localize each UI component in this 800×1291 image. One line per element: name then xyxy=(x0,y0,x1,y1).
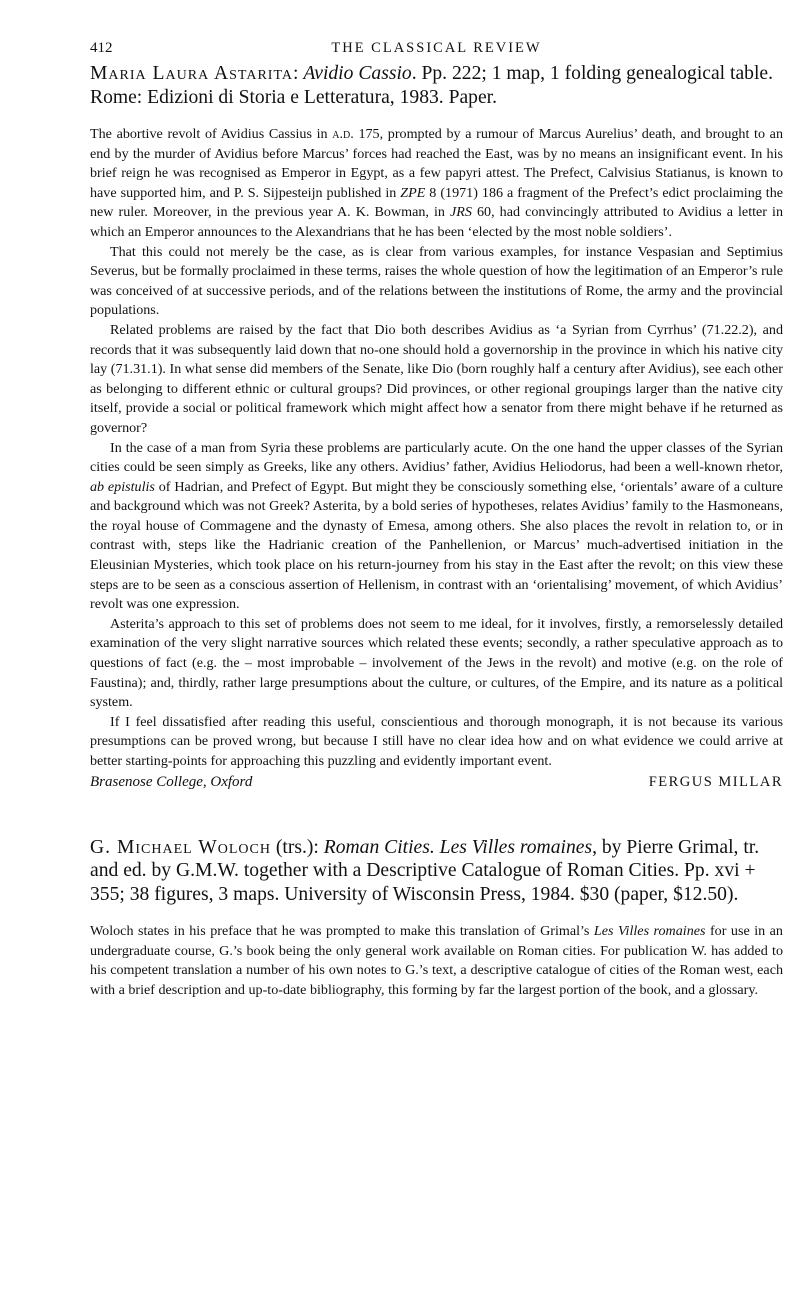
paragraph: If I feel dissatisfied after reading this useful, conscientious and thorough monograph, it is not because its various presumptions can be proved wrong, but because I still have no clear idea how and on what evidence we could arrive at better starting-points for approaching this puzzling and evidently important event. xyxy=(90,713,783,769)
paragraph: Woloch states in his preface that he was prompted to make this translation of Grimal’s Les Villes romaines for use in an undergraduate course, G.’s book being the only general work available on Roman cities. For publication W. has added to his competent translation a number of his own notes to G.’s text, a descriptive catalogue of cities of the Roman west, each with a brief description and up-to-date bibliography, this forming by far the largest portion of the book, and a glossary. xyxy=(90,923,783,998)
paragraph: Asterita’s approach to this set of problems does not seem to me ideal, for it involves, firstly, a remorselessly detailed examination of the very slight narrative sources which related these events; secondly, a rather speculative approach as to questions of fact (e.g. the – most improbable – involvement of the Jews in the revolt) and motive (e.g. on the role of Faustina); and, thirdly, rather large presumptions about the culture, or cultures, of the Empire, and its nature as a political system. xyxy=(90,615,783,711)
book-author: Maria Laura Astarita xyxy=(90,63,294,84)
reviewer-name: FERGUS MILLAR xyxy=(648,773,783,790)
review-woloch xyxy=(90,836,783,1001)
page-number: 412 xyxy=(90,40,113,56)
book-title: Avidio Cassio xyxy=(303,63,412,84)
review-heading: G. Michael Woloch (trs.): Roman Cities. Les Villes romaines, by Pierre Grimal, tr. and ed. by G.M.W. together with a Descriptive Catalogue of Roman Cities. Pp. xvi + 355; 38 figures, 3 maps. University of Wisconsin Press, 1984. $30 (paper, $12.50). xyxy=(90,836,760,905)
review-body xyxy=(90,125,783,772)
review-body xyxy=(90,922,783,1000)
running-header xyxy=(90,40,783,62)
paragraph: That this could not merely be the case, as is clear from various examples, for instance Vespasian and Septimius Severus, but be formally proclaimed in these terms, raises the whole question of how the legitimation of an Emperor’s rule was conceived of at successive periods, and of the relations between the institutions of Rome, the army and the provincial populations. xyxy=(90,243,783,319)
paragraph: The abortive revolt of Avidius Cassius in a.d. 175, prompted by a rumour of Marcus Aurelius’ death, and brought to an end by the murder of Avidius before Marcus’ forces had reached the East, was by no means an insignificant event. In his brief reign he was recognised as Emperor in Egypt, as a few papyri attest. The Prefect, Calvisius Statianus, is known to have supported him, and P. S. Sijpesteijn published in ZPE 8 (1971) 186 a fragment of the Prefect’s edict proclaiming the new ruler. Moreover, in the previous year A. K. Bowman, in JRS 60, had convincingly attributed to Avidius a letter in which an Emperor announces to the Alexandrians that he has been ‘elected by the most noble soldiers’. xyxy=(90,126,783,240)
review-astarita xyxy=(90,62,783,796)
review-heading: Maria Laura Astarita: Avidio Cassio. Pp. 222; 1 map, 1 folding genealogical table. Rome: Edizioni di Storia e Letteratura, 1983. Paper. xyxy=(90,63,774,108)
reviewer-institution: Brasenose College, Oxford xyxy=(90,773,253,790)
book-details: . Pp. 222; 1 map, 1 folding genealogical table. Rome: Edizioni di Storia e Letteratura, 1983. Paper. xyxy=(90,63,774,108)
book-details: , by Pierre Grimal, tr. and ed. by G.M.W. together with a Descriptive Catalogue of Roman Cities. Pp. xvi + 355; 38 figures, 3 maps. University of Wisconsin Press, 1984. $30 (paper, $12.50). xyxy=(90,836,760,905)
paragraph: In the case of a man from Syria these problems are particularly acute. On the one hand the upper classes of the Syrian cities could be seen simply as Greeks, like any others. Avidius’ father, Avidius Heliodorus, had been a well-known rhetor, ab epistulis of Hadrian, and Prefect of Egypt. But might they be consciously something else, ‘orientals’ aware of a culture and background which was not Greek? Asterita, by a bold series of hypotheses, relates Avidius’ family to the Hasmoneans, the royal house of Commagene and the dynasty of Emesa, among others. She also places the revolt in relation to, or in contrast with, steps like the Hadrianic creation of the Panhellenion, or Marcus’ much-advertised initiation in the Eleusinian Mysteries, which took place on his return-journey from his stay in the East after the revolt; on this view these steps are to be seen as a conscious assertion of Hellenism, in contrast with an ‘orientalising’ movement, of which Avidius’ revolt was one expression. xyxy=(90,439,783,613)
journal-page xyxy=(90,40,783,1000)
review-signoff xyxy=(90,774,783,796)
paragraph: Related problems are raised by the fact that Dio both describes Avidius as ‘a Syrian from Cyrrhus’ (71.22.2), and records that it was subsequently laid down that no-one should hold a governorship in the province in which his native city lay (71.31.1). In what sense did members of the Senate, like Dio (born roughly half a century after Avidius), see each other as belonging to different ethnic or cultural groups? Did provinces, or other regional groupings larger than the native city itself, provide a social or political framework which might affect how a senator from there might behave if he returned as governor? xyxy=(90,321,783,436)
book-author: G. Michael Woloch xyxy=(90,836,271,858)
book-title: Roman Cities. Les Villes romaines xyxy=(323,836,593,858)
journal-title: THE CLASSICAL REVIEW xyxy=(331,40,542,56)
